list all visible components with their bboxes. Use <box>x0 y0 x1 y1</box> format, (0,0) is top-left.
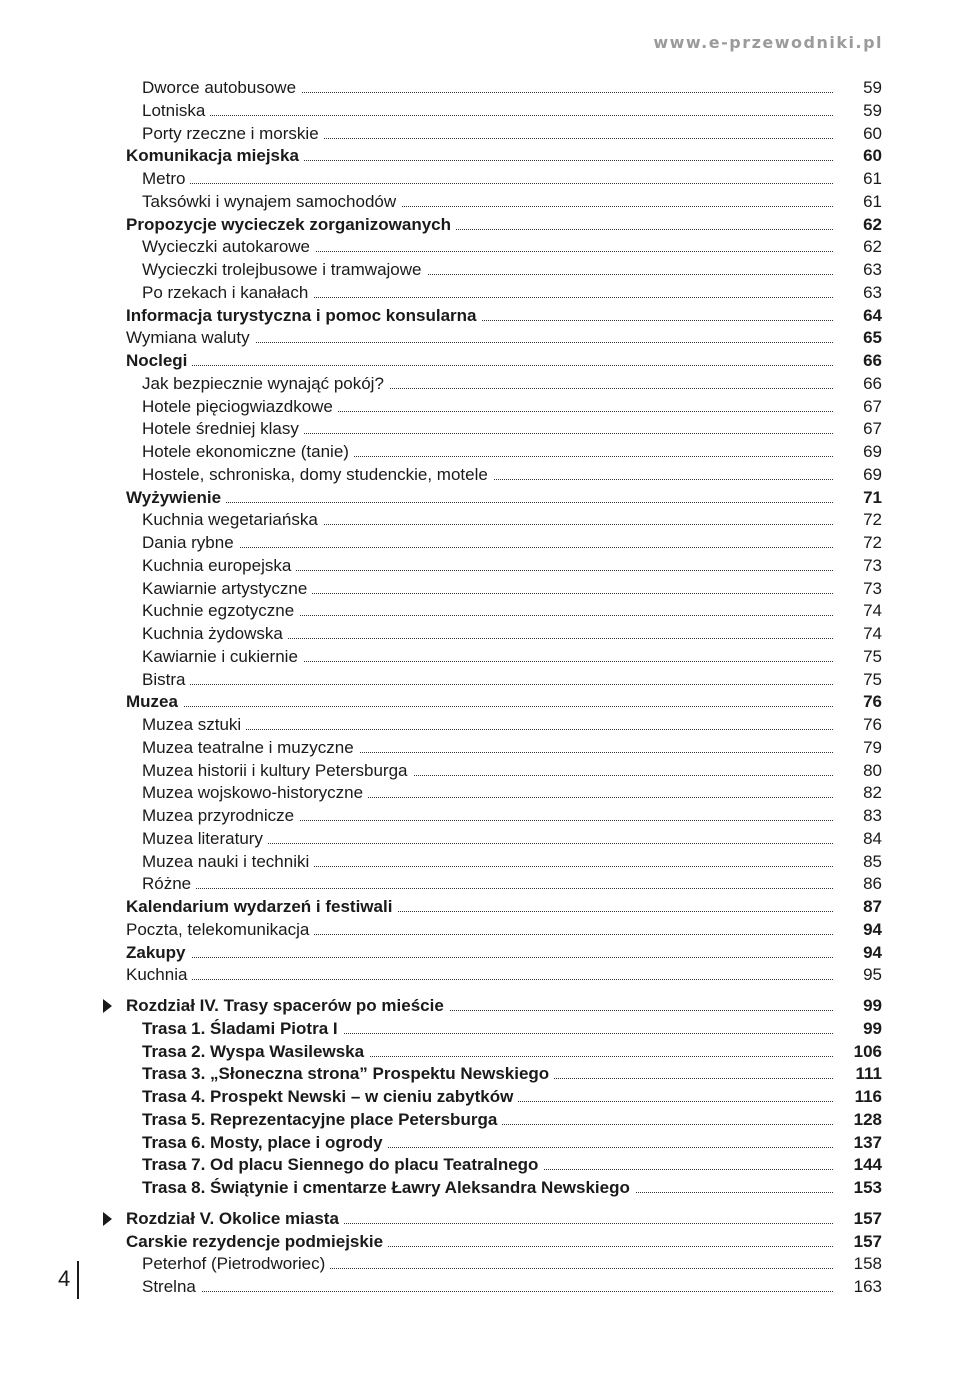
toc-entry-title: Po rzekach i kanałach <box>142 283 313 302</box>
toc-entry-title: Noclegi <box>126 351 192 370</box>
toc-entry-page: 99 <box>863 996 882 1015</box>
toc-entry-page: 65 <box>863 328 882 347</box>
toc-entry-title: Carskie rezydencje podmiejskie <box>126 1232 388 1251</box>
toc-entry <box>0 872 969 895</box>
toc-entry <box>0 417 969 440</box>
toc-entry <box>0 144 969 167</box>
toc-entry-title: Kalendarium wydarzeń i festiwali <box>126 897 397 916</box>
toc-entry-page: 153 <box>853 1178 882 1197</box>
toc-entry-page: 61 <box>863 169 882 188</box>
toc-entry <box>0 1017 969 1040</box>
toc-entry-page: 157 <box>853 1209 882 1228</box>
toc-entry <box>0 759 969 782</box>
toc-entry-title: Muzea wojskowo-historyczne <box>142 783 368 802</box>
toc-entry-page: 62 <box>863 215 882 234</box>
toc-entry-page: 63 <box>863 260 882 279</box>
toc-entry <box>0 463 969 486</box>
toc-entry-title: Różne <box>142 874 196 893</box>
toc-entry-title: Hotele pięciogwiazdkowe <box>142 397 338 416</box>
toc-entry <box>0 1275 969 1298</box>
toc-entry-page: 74 <box>863 624 882 643</box>
toc-entry-title: Trasa 2. Wyspa Wasilewska <box>142 1042 369 1061</box>
toc-entry <box>0 622 969 645</box>
toc-entry-page: 73 <box>863 556 882 575</box>
dot-leader <box>126 365 833 366</box>
toc-entry-title: Trasa 7. Od placu Siennego do placu Teatralnego <box>142 1155 543 1174</box>
toc-entry-title: Dworce autobusowe <box>142 78 301 97</box>
dot-leader <box>142 684 833 685</box>
toc-entry <box>0 213 969 236</box>
toc-entry-page: 66 <box>863 374 882 393</box>
toc-entry-title: Zakupy <box>126 943 191 962</box>
toc-entry <box>0 827 969 850</box>
toc-entry-title: Trasa 5. Reprezentacyjne place Petersburga <box>142 1110 502 1129</box>
toc-entry-title: Trasa 6. Mosty, place i ogrody <box>142 1133 388 1152</box>
toc-entry-page: 69 <box>863 442 882 461</box>
toc-entry-page: 67 <box>863 397 882 416</box>
toc-entry <box>0 508 969 531</box>
toc-entry-title: Muzea literatury <box>142 829 268 848</box>
toc-entry <box>0 76 969 99</box>
toc-entry-title: Informacja turystyczna i pomoc konsularna <box>126 306 481 325</box>
toc-entry-page: 85 <box>863 852 882 871</box>
toc-entry-title: Hotele średniej klasy <box>142 419 304 438</box>
toc-entry-title: Komunikacja miejska <box>126 146 304 165</box>
toc-entry-title: Lotniska <box>142 101 210 120</box>
toc-entry-page: 62 <box>863 237 882 256</box>
toc-entry-title: Kuchnia europejska <box>142 556 296 575</box>
toc-entry-title: Muzea teatralne i muzyczne <box>142 738 359 757</box>
toc-entry <box>0 668 969 691</box>
toc-entry-page: 75 <box>863 647 882 666</box>
toc-entry-title: Hostele, schroniska, domy studenckie, motele <box>142 465 493 484</box>
toc-entry-page: 163 <box>853 1277 882 1296</box>
dot-leader <box>126 706 833 707</box>
toc-entry-page: 158 <box>853 1254 882 1273</box>
toc-entry <box>0 304 969 327</box>
toc-entry-title: Muzea historii i kultury Petersburga <box>142 761 413 780</box>
dot-leader <box>126 979 833 980</box>
toc-entry-page: 82 <box>863 783 882 802</box>
toc-entry-title: Wycieczki trolejbusowe i tramwajowe <box>142 260 427 279</box>
toc-entry-title: Kawiarnie i cukiernie <box>142 647 303 666</box>
toc-entry-title: Jak bezpiecznie wynająć pokój? <box>142 374 389 393</box>
toc-entry-title: Muzea przyrodnicze <box>142 806 299 825</box>
toc-entry <box>0 804 969 827</box>
dot-leader <box>126 502 833 503</box>
toc-entry-title: Kuchnia <box>126 965 192 984</box>
toc-entry-page: 66 <box>863 351 882 370</box>
toc-entry-page: 111 <box>855 1064 882 1083</box>
toc-entry-title: Trasa 4. Prospekt Newski – w cieniu zabytków <box>142 1087 518 1106</box>
toc-entry-title: Kuchnia żydowska <box>142 624 288 643</box>
dot-leader <box>142 183 833 184</box>
toc-entry-page: 61 <box>863 192 882 211</box>
toc-entry <box>0 963 969 986</box>
dot-leader <box>126 957 833 958</box>
toc-entry <box>0 235 969 258</box>
toc-entry-page: 80 <box>863 761 882 780</box>
toc-entry-title: Metro <box>142 169 190 188</box>
chapter-marker-icon <box>103 1212 112 1226</box>
toc-entry-title: Muzea nauki i techniki <box>142 852 314 871</box>
dot-leader <box>142 547 833 548</box>
toc-entry <box>0 1252 969 1275</box>
page-number-rule <box>77 1261 79 1299</box>
toc-entry-title: Bistra <box>142 670 190 689</box>
toc-entry-page: 106 <box>853 1042 882 1061</box>
toc-entry <box>0 599 969 622</box>
toc-entry-title: Muzea sztuki <box>142 715 246 734</box>
toc-entry-title: Kawiarnie artystyczne <box>142 579 312 598</box>
toc-entry <box>0 645 969 668</box>
toc-entry-title: Wyżywienie <box>126 488 226 507</box>
toc-entry <box>0 1062 969 1085</box>
toc-chapter-entry <box>0 1207 969 1230</box>
toc-entry-page: 64 <box>863 306 882 325</box>
chapter-marker-icon <box>103 999 112 1013</box>
toc-entry-title: Kuchnie egzotyczne <box>142 601 299 620</box>
toc-entry <box>0 713 969 736</box>
toc-entry-page: 94 <box>863 943 882 962</box>
toc-entry-title: Trasa 8. Świątynie i cmentarze Ławry Aleksandra Newskiego <box>142 1178 635 1197</box>
toc-entry-page: 74 <box>863 601 882 620</box>
toc-entry-page: 79 <box>863 738 882 757</box>
dot-leader <box>142 115 833 116</box>
toc-entry <box>0 850 969 873</box>
toc-entry <box>0 122 969 145</box>
toc-entry <box>0 99 969 122</box>
toc-entry <box>0 1040 969 1063</box>
toc-entry-title: Strelna <box>142 1277 201 1296</box>
toc-entry <box>0 690 969 713</box>
toc-entry-page: 137 <box>853 1133 882 1152</box>
toc-entry-title: Propozycje wycieczek zorganizowanych <box>126 215 456 234</box>
toc-entry-page: 157 <box>853 1232 882 1251</box>
toc-entry-title: Kuchnia wegetariańska <box>142 510 323 529</box>
toc-entry-page: 59 <box>863 78 882 97</box>
toc-entry <box>0 326 969 349</box>
toc-entry <box>0 281 969 304</box>
toc-entry <box>0 1153 969 1176</box>
toc-entry <box>0 1176 969 1199</box>
toc-entry-page: 72 <box>863 510 882 529</box>
dot-leader <box>142 888 833 889</box>
toc-entry-page: 99 <box>863 1019 882 1038</box>
toc-entry-title: Wycieczki autokarowe <box>142 237 315 256</box>
toc-entry <box>0 167 969 190</box>
toc-entry <box>0 577 969 600</box>
toc-entry <box>0 258 969 281</box>
toc-entry <box>0 918 969 941</box>
toc-entry <box>0 1108 969 1131</box>
toc-entry-page: 76 <box>863 715 882 734</box>
toc-entry-title: Peterhof (Pietrodworiec) <box>142 1254 330 1273</box>
toc-entry <box>0 1230 969 1253</box>
toc-entry-title: Rozdział IV. Trasy spacerów po mieście <box>126 996 449 1015</box>
toc-entry <box>0 486 969 509</box>
toc-entry-page: 76 <box>863 692 882 711</box>
toc-entry-page: 75 <box>863 670 882 689</box>
toc-entry-page: 69 <box>863 465 882 484</box>
toc-entry-page: 73 <box>863 579 882 598</box>
toc-entry-title: Trasa 1. Śladami Piotra I <box>142 1019 343 1038</box>
toc-entry-title: Taksówki i wynajem samochodów <box>142 192 401 211</box>
toc-entry-page: 67 <box>863 419 882 438</box>
toc-entry <box>0 372 969 395</box>
site-url: www.e-przewodniki.pl <box>653 33 883 52</box>
dot-leader <box>142 1291 833 1292</box>
toc-entry <box>0 554 969 577</box>
toc-entry <box>0 781 969 804</box>
toc-entry-title: Hotele ekonomiczne (tanie) <box>142 442 354 461</box>
toc-entry <box>0 395 969 418</box>
toc-entry-page: 60 <box>863 146 882 165</box>
toc-entry <box>0 1085 969 1108</box>
toc-entry <box>0 895 969 918</box>
toc-entry-page: 86 <box>863 874 882 893</box>
toc-entry-page: 72 <box>863 533 882 552</box>
toc-entry <box>0 190 969 213</box>
toc-entry <box>0 736 969 759</box>
page-number: 4 <box>58 1266 71 1291</box>
toc-chapter-entry <box>0 994 969 1017</box>
toc-entry-page: 83 <box>863 806 882 825</box>
toc-entry-page: 59 <box>863 101 882 120</box>
toc-entry <box>0 1131 969 1154</box>
toc-entry <box>0 941 969 964</box>
toc-entry-page: 94 <box>863 920 882 939</box>
toc-entry-page: 128 <box>853 1110 882 1129</box>
toc-entry-page: 116 <box>854 1087 882 1106</box>
toc-entry <box>0 531 969 554</box>
toc-entry-title: Porty rzeczne i morskie <box>142 124 324 143</box>
toc-entry-page: 71 <box>863 488 882 507</box>
toc-entry-page: 63 <box>863 283 882 302</box>
toc-entry-title: Muzea <box>126 692 183 711</box>
toc-entry <box>0 440 969 463</box>
toc-entry-title: Trasa 3. „Słoneczna strona” Prospektu Newskiego <box>142 1064 554 1083</box>
toc-entry-title: Poczta, telekomunikacja <box>126 920 314 939</box>
toc-entry-page: 84 <box>863 829 882 848</box>
toc-entry-title: Wymiana waluty <box>126 328 255 347</box>
toc-entry-title: Rozdział V. Okolice miasta <box>126 1209 344 1228</box>
toc-entry-page: 95 <box>863 965 882 984</box>
toc-entry-title: Dania rybne <box>142 533 239 552</box>
toc-entry-page: 87 <box>863 897 882 916</box>
toc-entry-page: 144 <box>853 1155 882 1174</box>
toc-entry-page: 60 <box>863 124 882 143</box>
toc-entry <box>0 349 969 372</box>
